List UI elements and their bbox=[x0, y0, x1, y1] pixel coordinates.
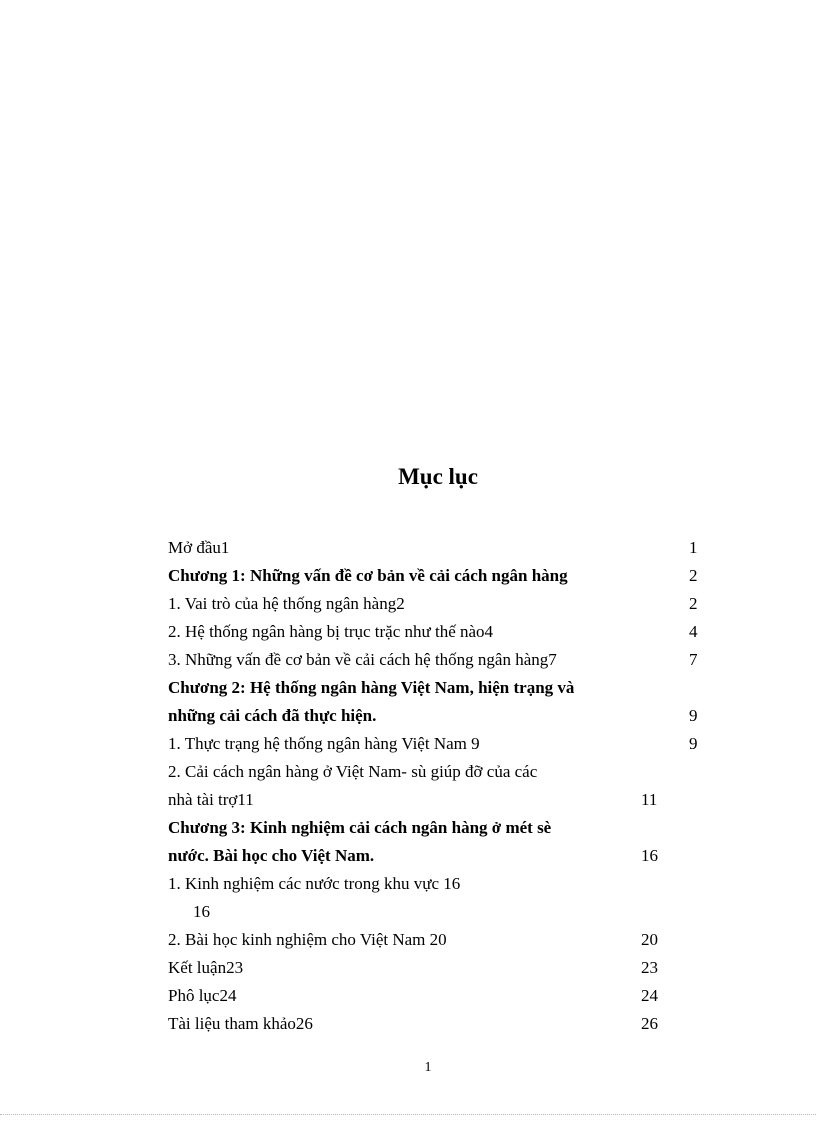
toc-entry-1-3: 3. Những vấn đề cơ bản về cải cách hệ thống ngân hàng7 bbox=[168, 650, 557, 669]
toc-entry-2-2-line-1: 2. Cải cách ngân hàng ở Việt Nam- sù giúp đỡ của các bbox=[168, 762, 538, 781]
toc-entry-chapter-1: Chương 1: Những vấn đề cơ bản về cải cách ngân hàng bbox=[168, 566, 568, 585]
toc-page-chapter-1: 2 bbox=[689, 566, 698, 585]
toc-entry-chapter-3-line-2: nước. Bài học cho Việt Nam. bbox=[168, 846, 375, 865]
toc-entry-chapter-2-line-2: những cải cách đã thực hiện. bbox=[168, 706, 377, 725]
toc-entry-phu-luc: Phô lục24 bbox=[168, 986, 237, 1005]
toc-page-1-3: 7 bbox=[689, 650, 698, 669]
page-number: 1 bbox=[424, 1060, 432, 1075]
toc-entry-3-1-page-line: 16 bbox=[193, 902, 210, 921]
toc-page-ket-luan: 23 bbox=[641, 958, 658, 977]
page-bottom-divider bbox=[0, 1114, 816, 1115]
toc-page-phu-luc: 24 bbox=[641, 986, 658, 1005]
toc-entry-1-1: 1. Vai trò của hệ thống ngân hàng2 bbox=[168, 594, 405, 613]
toc-page-1-1: 2 bbox=[689, 594, 698, 613]
toc-entry-3-2: 2. Bài học kinh nghiệm cho Việt Nam 20 bbox=[168, 930, 447, 949]
toc-page-1-2: 4 bbox=[689, 622, 698, 641]
toc-entry-2-1: 1. Thực trạng hệ thống ngân hàng Việt Nam 9 bbox=[168, 734, 480, 753]
toc-page-2-1: 9 bbox=[689, 734, 698, 753]
toc-page-mo-dau: 1 bbox=[689, 538, 698, 557]
toc-entry-tai-lieu: Tài liệu tham khảo26 bbox=[168, 1014, 313, 1033]
toc-page-chapter-2: 9 bbox=[689, 706, 698, 725]
toc-title: Mục lục bbox=[398, 464, 478, 489]
toc-entry-3-1: 1. Kinh nghiệm các nước trong khu vực 16 bbox=[168, 874, 461, 893]
toc-entry-chapter-2-line-1: Chương 2: Hệ thống ngân hàng Việt Nam, hiện trạng và bbox=[168, 678, 575, 697]
toc-entry-mo-dau: Mở đầu1 bbox=[168, 538, 230, 557]
toc-page-3-2: 20 bbox=[641, 930, 658, 949]
toc-page-2-2: 11 bbox=[641, 790, 658, 809]
toc-entry-1-2: 2. Hệ thống ngân hàng bị trục trặc như thế nào4 bbox=[168, 622, 494, 641]
toc-page-tai-lieu: 26 bbox=[641, 1014, 658, 1033]
toc-entry-chapter-3-line-1: Chương 3: Kinh nghiệm cải cách ngân hàng ở mét sè bbox=[168, 818, 552, 837]
toc-entry-ket-luan: Kết luận23 bbox=[168, 958, 244, 977]
toc-entry-2-2-line-2: nhà tài trợ11 bbox=[168, 790, 254, 809]
toc-page-chapter-3: 16 bbox=[641, 846, 658, 865]
